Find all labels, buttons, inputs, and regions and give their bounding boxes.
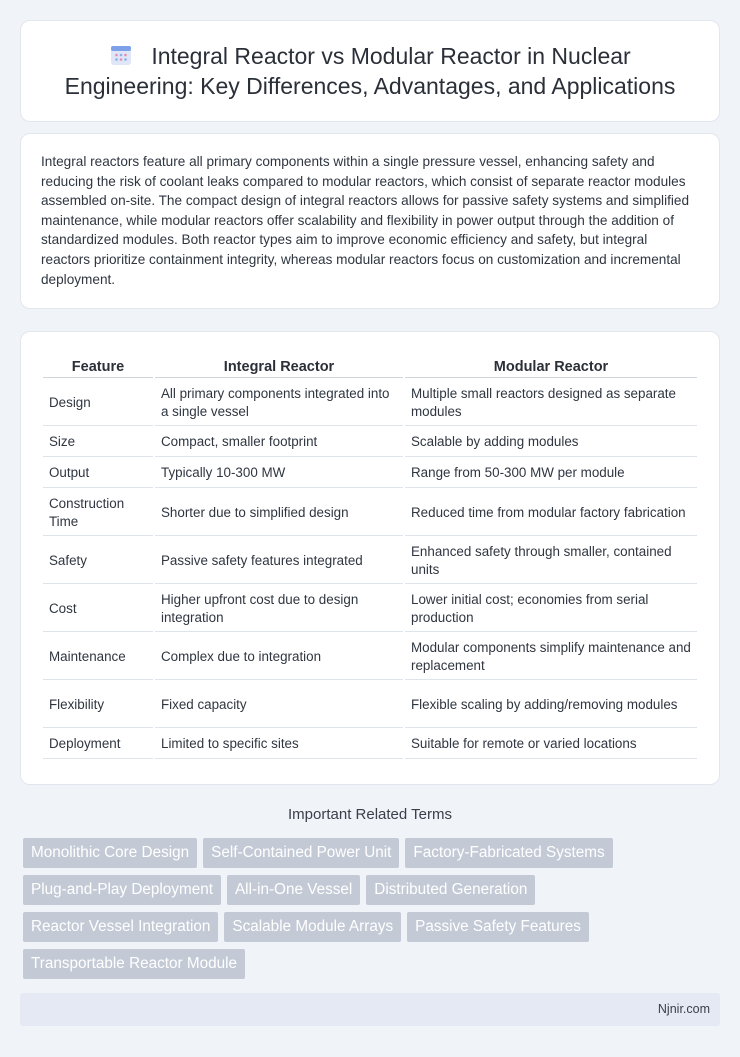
calendar-grid-icon [109, 43, 133, 67]
related-term-tag[interactable]: Distributed Generation [366, 875, 535, 905]
cell-integral: All primary components integrated into a single vessel [155, 380, 403, 426]
cell-modular: Suitable for remote or varied locations [405, 730, 697, 759]
cell-integral: Complex due to integration [155, 634, 403, 680]
cell-modular: Enhanced safety through smaller, contained units [405, 538, 697, 584]
cell-feature: Cost [43, 586, 153, 632]
cell-modular: Multiple small reactors designed as separate modules [405, 380, 697, 426]
cell-feature: Construction Time [43, 490, 153, 536]
title-card [20, 20, 720, 122]
table-header-row [43, 354, 697, 378]
related-term-tag[interactable]: Reactor Vessel Integration [23, 912, 218, 942]
related-term-tag[interactable]: Self-Contained Power Unit [203, 838, 399, 868]
cell-modular: Modular components simplify maintenance and replacement [405, 634, 697, 680]
cell-modular: Scalable by adding modules [405, 428, 697, 457]
table-row [43, 428, 697, 457]
cell-integral: Higher upfront cost due to design integration [155, 586, 403, 632]
related-term-tag[interactable]: Plug-and-Play Deployment [23, 875, 221, 905]
table-row [43, 380, 697, 426]
header-feature: Feature [43, 354, 153, 378]
cell-integral: Typically 10-300 MW [155, 459, 403, 488]
footer-site-link[interactable]: Njnir.com [657, 1002, 710, 1016]
table-row [43, 730, 697, 759]
related-term-tag[interactable]: All-in-One Vessel [227, 875, 360, 905]
header-modular: Modular Reactor [405, 354, 697, 378]
table-row [43, 538, 697, 584]
related-term-tag[interactable]: Monolithic Core Design [23, 838, 197, 868]
table-row [43, 459, 697, 488]
table-row [43, 634, 697, 680]
cell-modular: Range from 50-300 MW per module [405, 459, 697, 488]
table-row [43, 490, 697, 536]
comparison-table [41, 352, 699, 761]
cell-feature: Size [43, 428, 153, 457]
cell-integral: Compact, smaller footprint [155, 428, 403, 457]
cell-integral: Passive safety features integrated [155, 538, 403, 584]
cell-integral: Fixed capacity [155, 682, 403, 728]
related-term-tag[interactable]: Scalable Module Arrays [224, 912, 401, 942]
related-terms-heading: Important Related Terms [288, 806, 452, 823]
cell-integral: Shorter due to simplified design [155, 490, 403, 536]
title-wrap [21, 41, 719, 101]
cell-feature: Maintenance [43, 634, 153, 680]
table-row [43, 586, 697, 632]
cell-feature: Safety [43, 538, 153, 584]
intro-card [20, 133, 720, 309]
cell-integral: Limited to specific sites [155, 730, 403, 759]
cell-feature: Flexibility [43, 682, 153, 728]
header-integral: Integral Reactor [155, 354, 403, 378]
related-terms-list [23, 838, 723, 986]
title-text: Integral Reactor vs Modular Reactor in Nuclear Engineering: Key Differences, Advantages, and Applications [64, 43, 676, 99]
cell-feature: Design [43, 380, 153, 426]
cell-feature: Deployment [43, 730, 153, 759]
related-term-tag[interactable]: Factory-Fabricated Systems [405, 838, 612, 868]
cell-feature: Output [43, 459, 153, 488]
page-title [65, 43, 676, 99]
cell-modular: Lower initial cost; economies from serial production [405, 586, 697, 632]
footer-bar [20, 993, 720, 1026]
related-term-tag[interactable]: Passive Safety Features [407, 912, 589, 942]
cell-modular: Reduced time from modular factory fabrication [405, 490, 697, 536]
intro-paragraph: Integral reactors feature all primary components within a single pressure vessel, enhancing safety and reducing the risk of coolant leaks compared to modular reactors, which consist of separate reactor modules assembled on-site. The compact design of integral reactors allows for passive safety systems and simplified maintenance, while modular reactors offer scalability and flexibility in power output through the addition of standardized modules. Both reactor types aim to improve economic efficiency and safety, but integral reactors prioritize containment integrity, whereas modular reactors focus on customization and incremental deployment. [41, 154, 690, 287]
table-row [43, 682, 697, 728]
related-term-tag[interactable]: Transportable Reactor Module [23, 949, 245, 979]
comparison-table-card [20, 331, 720, 785]
cell-modular: Flexible scaling by adding/removing modules [405, 682, 697, 728]
